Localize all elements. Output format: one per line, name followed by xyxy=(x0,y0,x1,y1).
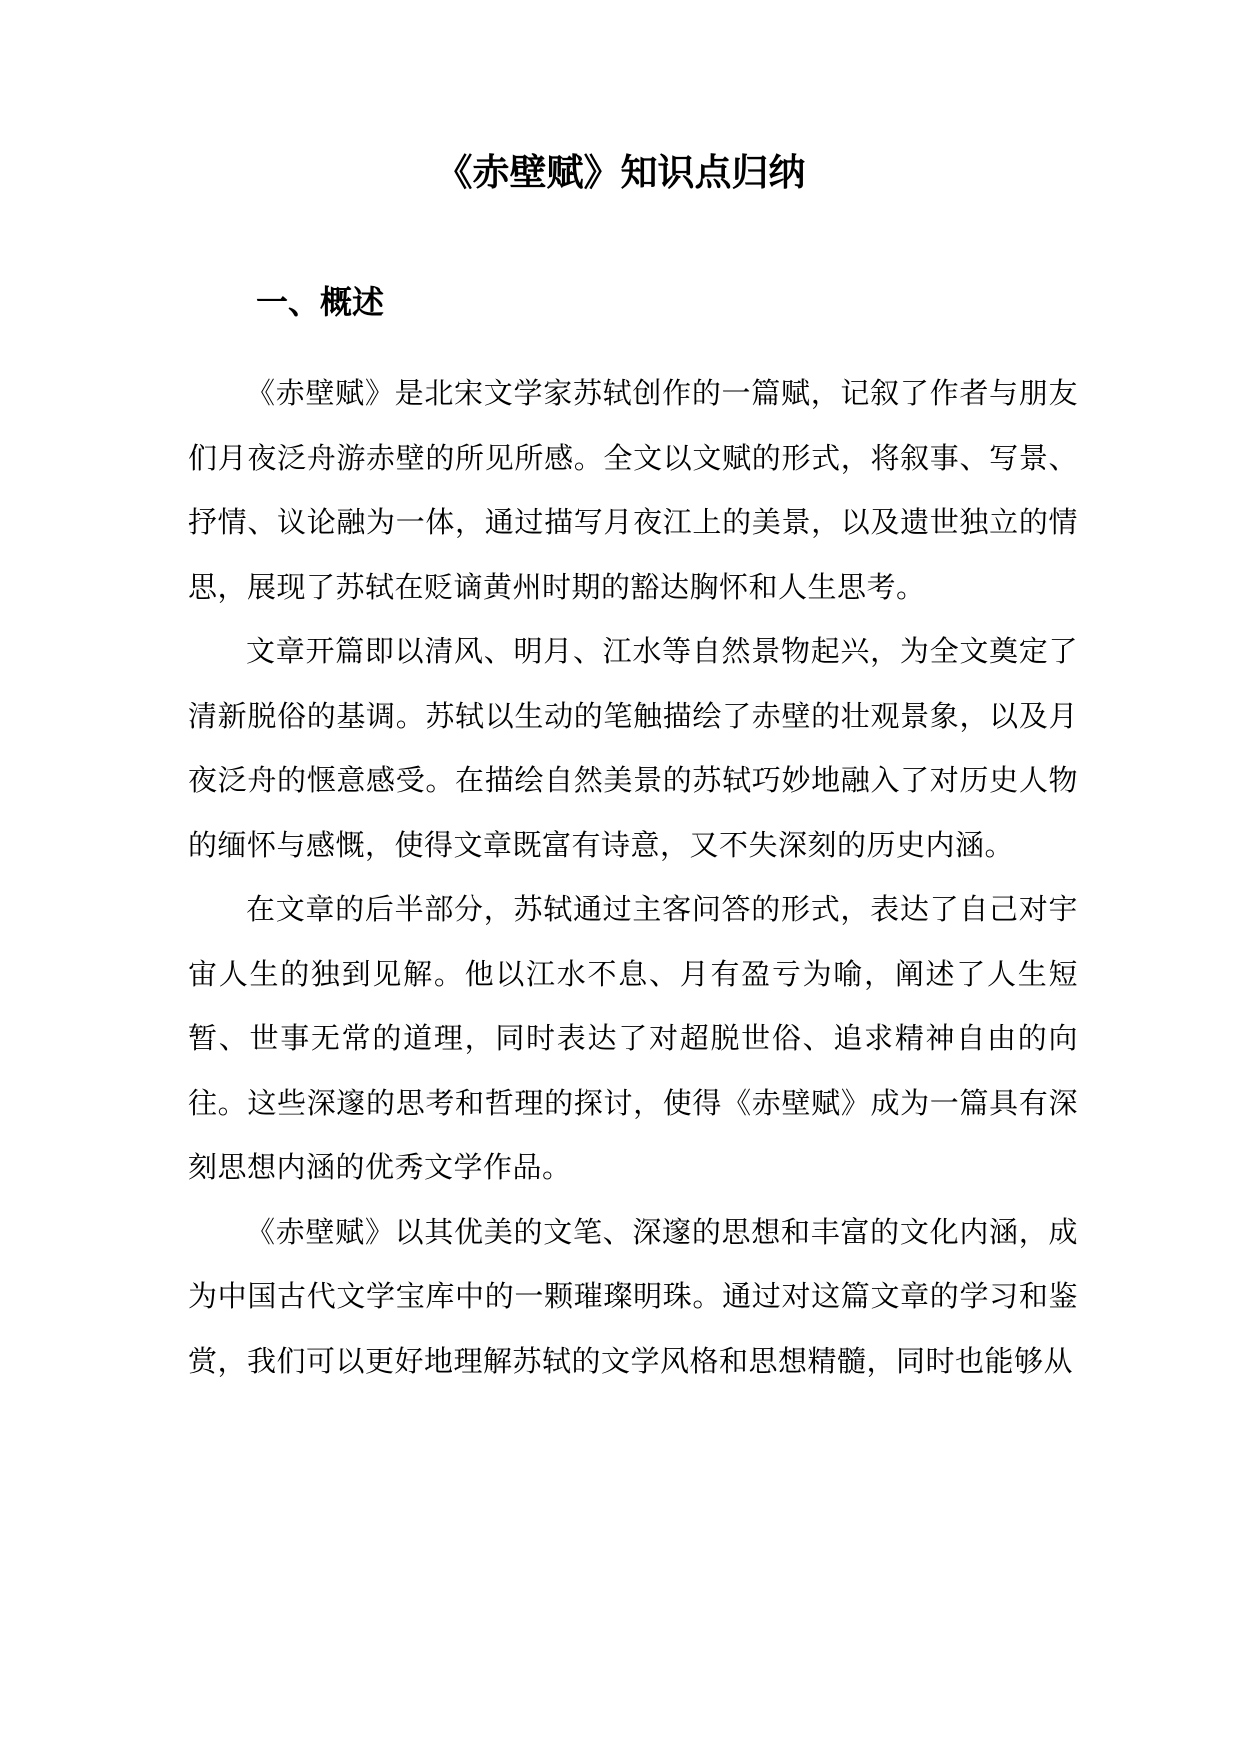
section-body xyxy=(188,361,1078,1393)
section-heading-overview: 一、概述 xyxy=(256,283,385,321)
paragraph: 在文章的后半部分，苏轼通过主客问答的形式，表达了自己对宇宙人生的独到见解。他以江水不息、月有盈亏为喻，阐述了人生短暂、世事无常的道理，同时表达了对超脱世俗、追求精神自由的向往。这些深邃的思考和哲理的探讨，使得《赤壁赋》成为一篇具有深刻思想内涵的优秀文学作品。 xyxy=(188,892,1078,1184)
paragraph: 《赤壁赋》是北宋文学家苏轼创作的一篇赋，记叙了作者与朋友们月夜泛舟游赤壁的所见所感。全文以文赋的形式，将叙事、写景、抒情、议论融为一体，通过描写月夜江上的美景，以及遗世独立的情思，展现了苏轼在贬谪黄州时期的豁达胸怀和人生思考。 xyxy=(188,376,1078,604)
paragraph: 《赤壁赋》以其优美的文笔、深邃的思想和丰富的文化内涵，成为中国古代文学宝库中的一颗璀璨明珠。通过对这篇文章的学习和鉴赏，我们可以更好地理解苏轼的文学风格和思想精髓，同时也能够从 xyxy=(188,1214,1078,1378)
document-title: 《赤壁赋》知识点归纳 xyxy=(435,151,806,194)
paragraph: 文章开篇即以清风、明月、江水等自然景物起兴，为全文奠定了清新脱俗的基调。苏轼以生动的笔触描绘了赤壁的壮观景象，以及月夜泛舟的惬意感受。在描绘自然美景的苏轼巧妙地融入了对历史人物的缅怀与感慨，使得文章既富有诗意，又不失深刻的历史内涵。 xyxy=(188,634,1078,862)
